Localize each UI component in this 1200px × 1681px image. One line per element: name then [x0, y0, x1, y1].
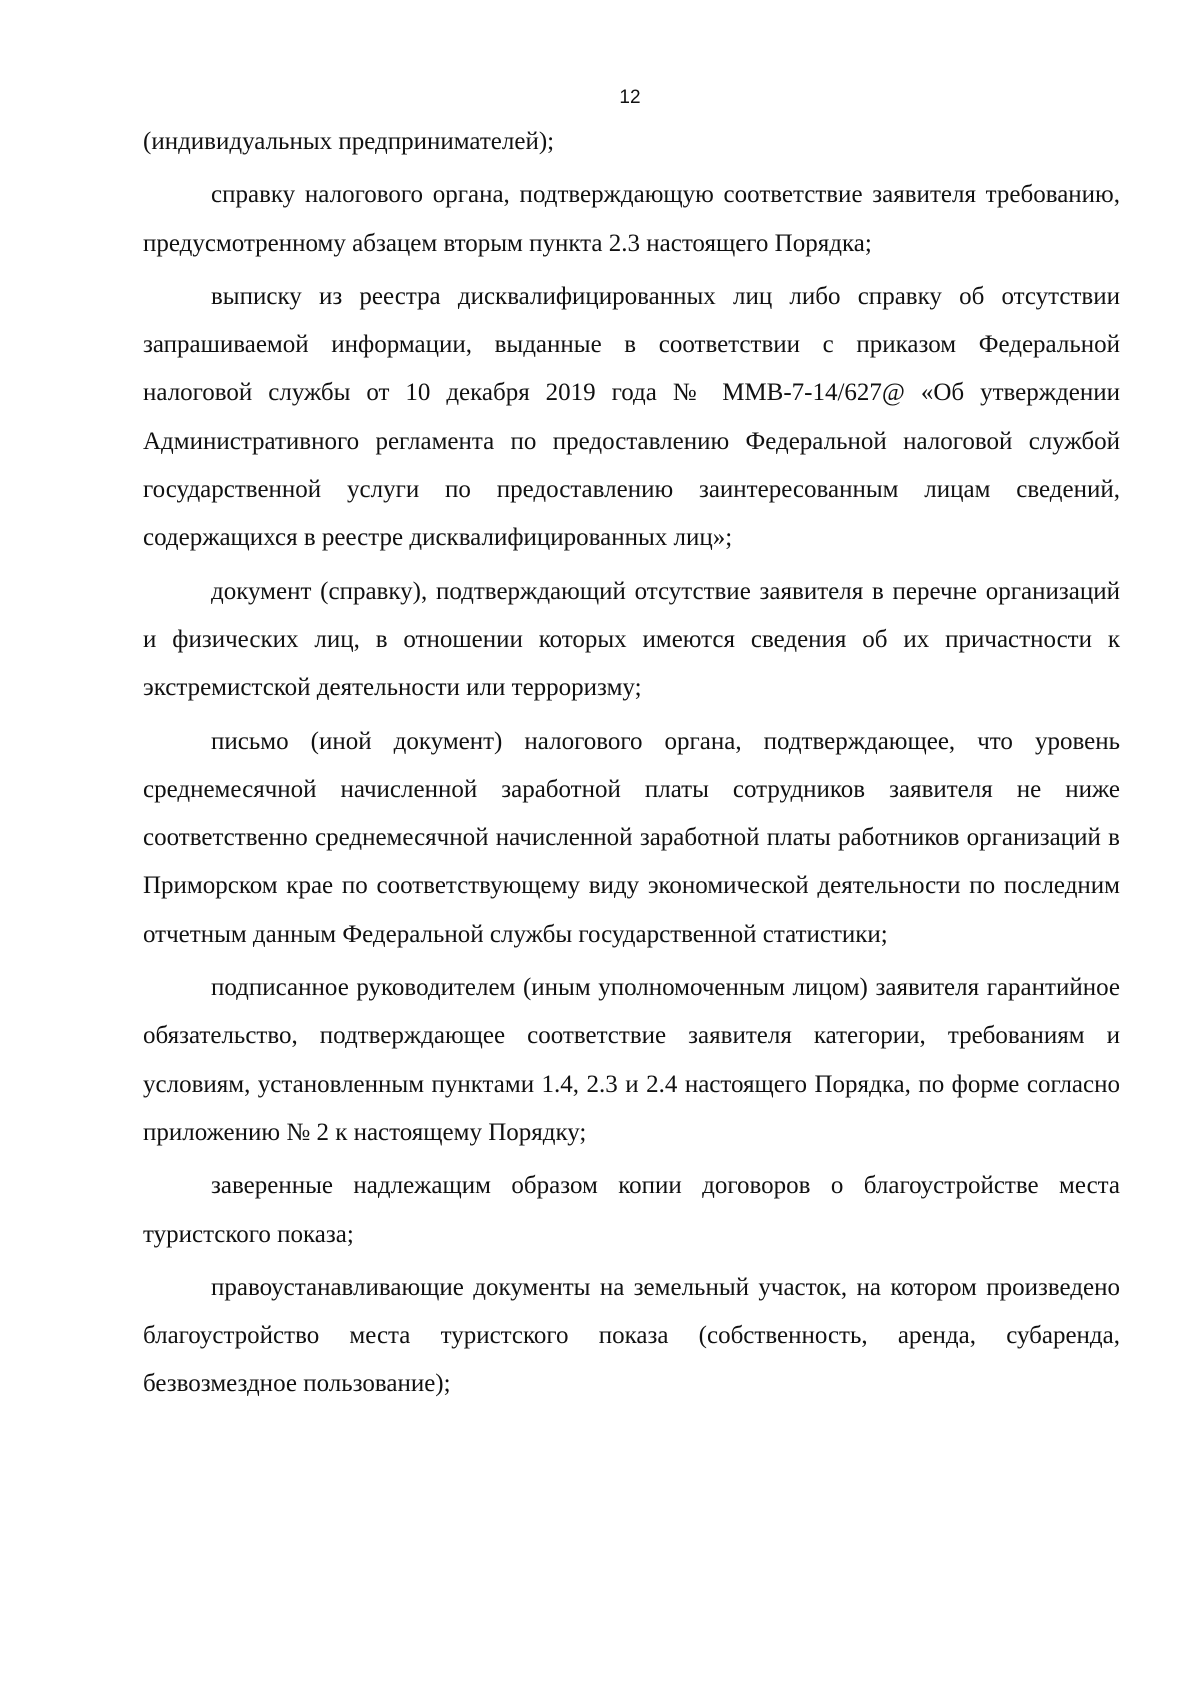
- page-number: 12: [619, 87, 641, 108]
- paragraph-disqualified-registry-extract: выписку из реестра дисквалифицированных лиц либо справку об отсутствии запрашиваемой информации, выданные в соответствии с приказом Федеральной налоговой службы от 10 декабря 2019 года № ММВ-7-14/627@ «Об утверждении Административного регламента по предоставлению Федеральной налоговой службой государственной услуги по предоставлению заинтересованным лицам сведений, содержащихся в реестре дисквалифицированных лиц»;: [143, 282, 1120, 552]
- paragraph-extremism-list-certificate: документ (справку), подтверждающий отсутствие заявителя в перечне организаций и физических лиц, в отношении которых имеются сведения об их причастности к экстремистской деятельности или терроризму;: [143, 577, 1120, 702]
- document-body: [143, 118, 1120, 1409]
- paragraph-continuation: (индивидуальных предпринимателей);: [143, 128, 555, 155]
- paragraph-guarantee-obligation: подписанное руководителем (иным уполномоченным лицом) заявителя гарантийное обязательство, подтверждающее соответствие заявителя категории, требованиям и условиям, установленным пунктами 1.4, 2.3 и 2.4 настоящего Порядка, по форме согласно приложению № 2 к настоящему Порядку;: [143, 974, 1120, 1146]
- paragraph-tax-certificate: справку налогового органа, подтверждающую соответствие заявителя требованию, предусмотренному абзацем вторым пункта 2.3 настоящего Порядка;: [143, 181, 1120, 257]
- paragraph-salary-level-letter: письмо (иной документ) налогового органа, подтверждающее, что уровень среднемесячной начисленной заработной платы сотрудников заявителя не ниже соответственно среднемесячной начисленной заработной платы работников организаций в Приморском крае по соответствующему виду экономической деятельности по последним отчетным данным Федеральной службы государственной статистики;: [143, 727, 1120, 948]
- paragraph-improvement-contracts: заверенные надлежащим образом копии договоров о благоустройстве места туристского показа;: [143, 1172, 1120, 1248]
- paragraph-land-title-documents: правоустанавливающие документы на земельный участок, на котором произведено благоустройство места туристского показа (собственность, аренда, субаренда, безвозмездное пользование);: [143, 1273, 1120, 1398]
